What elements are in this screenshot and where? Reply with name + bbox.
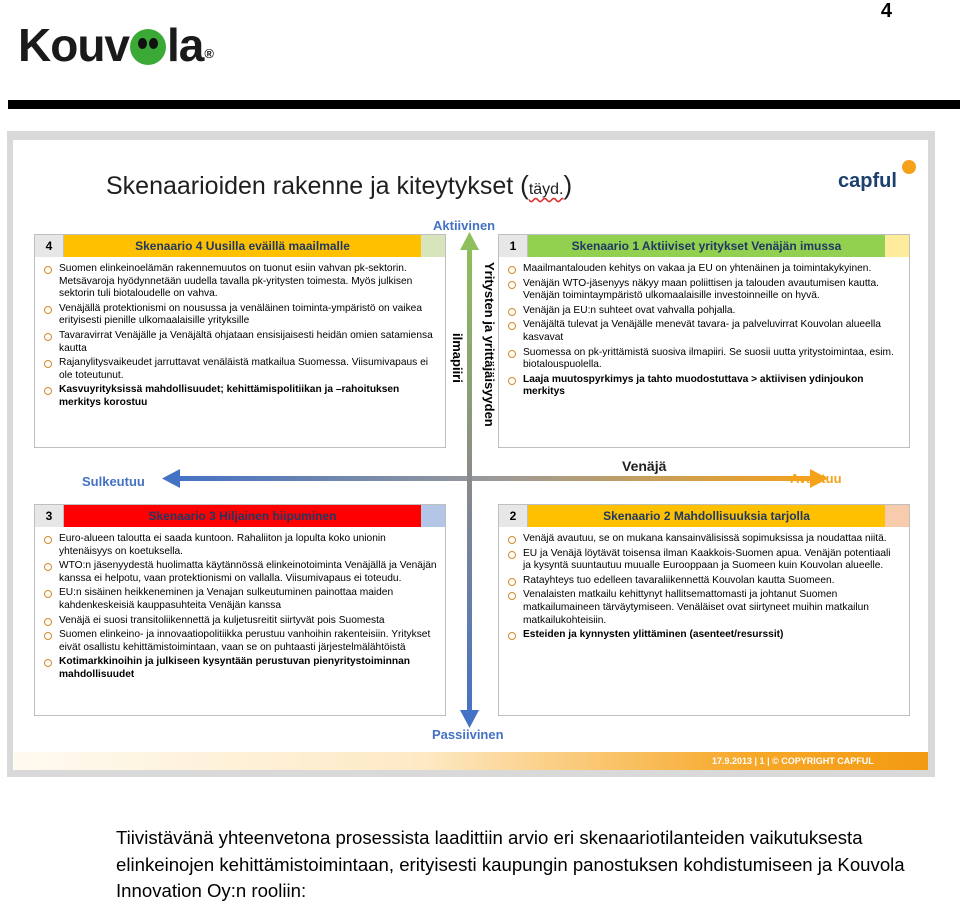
- scenario-bullet: EU ja Venäjä löytävät toisensa ilman Kaakkois-Suomen apua. Venäjän potentiaali ja kysyntä suuntautuu muualle Eurooppaan ja Suomeen kuin Kouvolan alueelle.: [505, 548, 901, 573]
- scenario-bullet: Venäjä avautuu, se on mukana kansainvälisissä sopimuksissa ja noudattaa niitä.: [505, 533, 901, 546]
- scenario-number: 3: [35, 505, 64, 527]
- left-arrow-head: [162, 469, 180, 488]
- axis-label-top: Aktiivinen: [433, 218, 496, 233]
- axis-title-vertical-2: ilmapiiri: [450, 333, 465, 383]
- axis-label-left: Sulkeutuu: [82, 474, 145, 489]
- header-cap: [885, 235, 909, 257]
- scenario-bullet: Rajanylitysvaikeudet jarruttavat venäläistä matkailua Suomessa. Viisumivapaus ei ole toteutunut.: [41, 357, 437, 382]
- scenario-title: Skenaario 1 Aktiiviset yritykset Venäjän imussa: [528, 235, 885, 257]
- capful-logo: capful: [838, 170, 897, 192]
- scenario-number: 4: [35, 235, 64, 257]
- scenario-bullet: EU:n sisäinen heikkeneminen ja Venajan sulkeutuminen painottaa maiden kahdenkeskeisiä kauppasuhteita Venäjän kanssa: [41, 587, 437, 612]
- axis-label-bottom: Passiivinen: [432, 727, 504, 742]
- scenario-title: Skenaario 2 Mahdollisuuksia tarjolla: [528, 505, 885, 527]
- scenario-bullet: Maailmantalouden kehitys on vakaa ja EU on yhtenäinen ja toimintakykyinen.: [505, 263, 901, 276]
- scenario-bullet: Ratayhteys tuo edelleen tavaraliikennettä Kouvolan kautta Suomeen.: [505, 575, 901, 588]
- page-number: 4: [880, 0, 892, 22]
- vertical-axis-line: [467, 246, 472, 716]
- scenario-list: [41, 263, 437, 412]
- scenario-bullet: Kasvuyrityksissä mahdollisuudet; kehittämispolitiikan ja –rahoituksen merkitys korostuu: [41, 384, 437, 409]
- horizontal-axis-line: [176, 476, 812, 481]
- scenario-header: [499, 235, 909, 257]
- scenario-bullet: Euro-alueen taloutta ei saada kuntoon. Rahaliiton ja lopulta koko unionin yhtenäisyys on koetuksella.: [41, 533, 437, 558]
- header-cap: [421, 505, 445, 527]
- scenario-bullet: Venäjän ja EU:n suhteet ovat vahvalla pohjalla.: [505, 305, 901, 318]
- caption-paragraph: Tiivistävänä yhteenvetona prosessista laadittiin arvio eri skenaariotilanteiden vaikutuksesta elinkeinojen kehittämistoimintaan, erityisesti kaupungin panostuksen kohdistumiseen ja Kouvola Innovation Oy:n rooliin:: [116, 827, 905, 902]
- scenario-list: [505, 533, 901, 644]
- scenario-number: 1: [499, 235, 528, 257]
- axis-title-horizontal: Venäjä: [622, 458, 667, 474]
- scenario-1-box: [498, 234, 910, 448]
- title-tayd: täyd.: [528, 181, 564, 198]
- scenario-header: [35, 505, 445, 527]
- scenario-bullet: Venalaisten matkailu kehittynyt hallitsemattomasti ja johtanut Suomen matkailumaineen tärväytymiseen. Venäläiset ovat siirtyneet muihin matkailun matkailukohteisiin.: [505, 589, 901, 627]
- scenario-bullet: WTO:n jäsenyydestä huolimatta käytännössä elinkeinotoiminta Venäjällä ja Venäjän kanssa ei helpotu, vaan protektionismi on vallalla. Viisumivapaus ei toteudu.: [41, 560, 437, 585]
- scenario-bullet: Suomen elinkeino- ja innovaatiopolitiikka perustuu vanhoihin rakenteisiin. Yritykset eivät osallistu kehittämistoimintaan, vaan se on puhtaasti järjestelmälähtöistä: [41, 629, 437, 654]
- header-cap: [421, 235, 445, 257]
- scenario-title: Skenaario 4 Uusilla eväillä maailmalle: [64, 235, 421, 257]
- axis-label-right: Avautuu: [790, 471, 842, 486]
- scenario-bullet: Venäjältä tulevat ja Venäjälle menevät tavara- ja palveluvirrat Kouvolan alueella kasvavat: [505, 319, 901, 344]
- scenario-4-box: [34, 234, 446, 448]
- scenario-bullet: Venäjällä protektionismi on nousussa ja venäläinen toiminta-ympäristö on vaikea erityisesti pienille ulkomaalaisille yrityksille: [41, 303, 437, 328]
- scenario-3-box: [34, 504, 446, 716]
- scenario-number: 2: [499, 505, 528, 527]
- title-paren-open: (: [520, 170, 529, 200]
- title-paren-close: ): [563, 170, 573, 200]
- top-arrow-head: [460, 232, 479, 250]
- scenario-bullet: Suomen elinkeinoelämän rakennemuutos on tuonut esiin vahvan pk-sektorin. Metsävaroja hyödynnetään uudella tavalla pk-yritysten toimesta. Myös julkisen sektorin tuli biotaloudelle on vahva.: [41, 263, 437, 301]
- scenario-header: [35, 235, 445, 257]
- scenario-bullet: Venäjä ei suosi transitoliikennettä ja kuljetusreitit siirtyvät pois Suomesta: [41, 615, 437, 628]
- scenario-title: Skenaario 3 Hiljainen hiipuminen: [64, 505, 421, 527]
- scenario-bullet: Tavaravirrat Venäjälle ja Venäjältä ohjataan ensisijaisesti heidän omien satamiensa kautta: [41, 330, 437, 355]
- header-cap: [885, 505, 909, 527]
- slide-title-text: Skenaarioiden rakenne ja kiteytykset: [106, 172, 514, 200]
- logo-text-right: la: [167, 19, 204, 71]
- scenario-list: [505, 263, 901, 401]
- scenario-list: [41, 533, 437, 684]
- scenario-2-box: [498, 504, 910, 716]
- scenario-bullet: Kotimarkkinoihin ja julkiseen kysyntään perustuvan pienyritystoiminnan mahdollisuudet: [41, 656, 437, 681]
- slide-footer-text: 17.9.2013 | 1 | © COPYRIGHT CAPFUL: [712, 756, 874, 766]
- logo-text-left: Kouv: [18, 19, 129, 71]
- scenario-bullet: Esteiden ja kynnysten ylittäminen (asenteet/resurssit): [505, 629, 901, 642]
- scenario-bullet: Suomessa on pk-yrittämistä suosiva ilmapiiri. Se suosii uutta yritystoimintaa, esim. biotalouspuolella.: [505, 347, 901, 372]
- registered-mark: ®: [204, 46, 213, 61]
- bottom-arrow-head: [460, 710, 479, 728]
- axis-title-vertical-1: Yritysten ja yrittäjäisyyden: [482, 262, 497, 427]
- scenario-header: [499, 505, 909, 527]
- scenario-bullet: Laaja muutospyrkimys ja tahto muodostuttava > aktiivisen ydinjoukon merkitys: [505, 374, 901, 399]
- scenario-bullet: Venäjän WTO-jäsenyys näkyy maan poliittisen ja talouden avautumisen kautta. Venäjän toimintaympäristö ulkomaalaisille investoinneille on hyvä.: [505, 278, 901, 303]
